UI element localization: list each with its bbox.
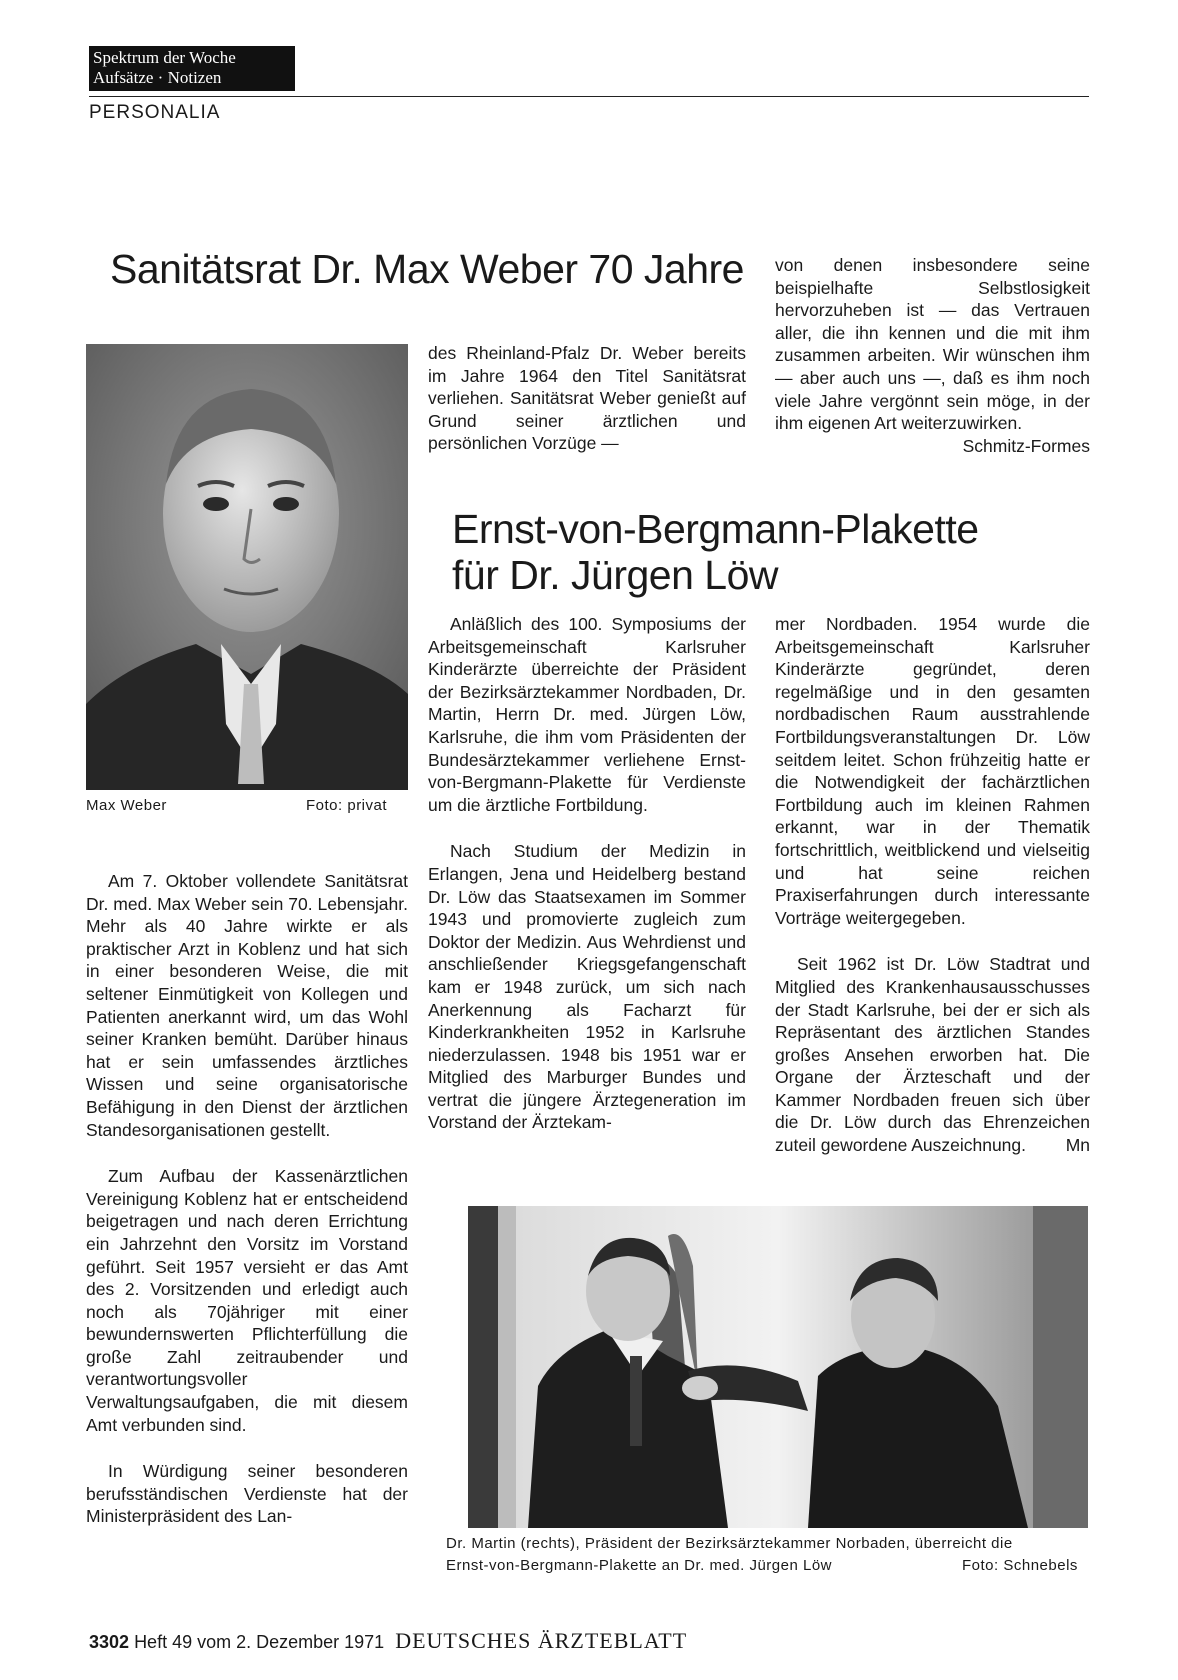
article2-paragraph-3: mer Nordbaden. 1954 wurde die Arbeitsgemeinschaft Karlsruher Kinderärzte gegründet, deren regelmäßige und in den gesamten nordbadischen Raum ausstrahlende Fortbildungsveranstaltungen Dr. Löw seitdem leitet. Schon frühzeitig hatte er die Notwendigkeit der fachärztlichen Fortbildung auch im kleinen Rahmen erkannt, war in der Thematik fortschrittlich, weitblickend und vielseitig und hat seine reichen Praxiserfahrungen durch interessante Vorträge weitergegeben. [775,614,1090,928]
article2-middle-column [428,613,746,1134]
article2-right-column [775,613,1090,1157]
section-tag-line2: Aufsätze · Notizen [93,68,222,87]
article1-continuation: des Rheinland-Pfalz Dr. Weber bereits im Jahre 1964 den Titel Sanitätsrat verliehen. Sanitätsrat Weber genießt auf Grund seiner ärztlichen und persönlichen Vorzüge — [428,343,746,454]
article2-paragraph-1: Anläßlich des 100. Symposiums der Arbeitsgemeinschaft Karlsruher Kinderärzte überreichte der Präsident der Bezirksärztekammer Nordbaden, Dr. Martin, Herrn Dr. med. Jürgen Löw, Karlsruhe, die ihm vom Präsidenten der Bundesärztekammer verliehene Ernst-von-Bergmann-Plakette für Verdienste um die ärztliche Fortbildung. [428,614,746,815]
article2-title-line1: Ernst-von-Bergmann-Plakette [452,506,979,552]
award-image [468,1206,1088,1528]
page-footer [89,1628,687,1654]
article1-left-column [86,870,408,1528]
award-photo-credit: Foto: Schnebels [962,1557,1078,1574]
article1-right-column [775,254,1090,457]
magazine-name: DEUTSCHES ÄRZTEBLATT [395,1628,688,1653]
article2-paragraph-4-wrap [775,953,1090,1156]
award-caption-line2: Ernst-von-Bergmann-Plakette an Dr. med. Jürgen Löw [446,1557,833,1574]
article1-paragraph-1: Am 7. Oktober vollendete Sanitätsrat Dr. med. Max Weber sein 70. Lebensjahr. Mehr als 40 Jahre wirkte er als praktischer Arzt in Koblenz und hat sich in einer besonderen Weise, die mit seltener Einmütigkeit von Kollegen und Patienten anerkannt wird, um das Wohl seiner Kranken bemüht. Darüber hinaus hat er sein umfassendes ärztliches Wissen und seine organisatorische Befähigung in den Dienst der ärztlichen Standesorganisationen gestellt. [86,871,408,1140]
header-rule [89,96,1089,97]
article1-middle-column [428,342,746,455]
portrait-image [86,344,408,790]
section-tag [89,46,295,91]
article2-paragraph-4: Seit 1962 ist Dr. Löw Stadtrat und Mitglied des Krankenhausausschusses der Stadt Karlsruhe, bei der er sich als Repräsentant des ärztlichen Standes großes Ansehen erworben hat. Die Organe der Ärzteschaft und der Kammer Nordbaden freuen sich über die Dr. Löw durch das Ehrenzeichen zuteil gewordene Auszeichnung. [775,954,1090,1156]
article1-right-paragraph: von denen insbesondere seine beispielhafte Selbstlosigkeit hervorzuheben ist — das Vertrauen aller, die ihn kennen und die mit ihm zusammen arbeiten. Wir wünschen ihm — aber auch uns —, daß es ihm noch viele Jahre vergönnt sein möge, in der ihm eigenen Art weiterzuwirken. [775,255,1090,434]
article1-signature: Schmitz-Formes [962,435,1090,456]
award-photo [468,1206,1088,1528]
portrait-photo [86,344,408,790]
issue-info: Heft 49 vom 2. Dezember 1971 [134,1632,385,1652]
article1-title: Sanitätsrat Dr. Max Weber 70 Jahre [110,246,744,292]
page-number: 3302 [89,1632,130,1652]
section-title: PERSONALIA [89,102,221,123]
article2-title-line2: für Dr. Jürgen Löw [452,552,778,598]
portrait-credit: Foto: privat [306,797,388,814]
article2-paragraph-2: Nach Studium der Medizin in Erlangen, Jena und Heidelberg bestand Dr. Löw das Staatsexamen im Sommer 1943 und promovierte zugleich zum Doktor der Medizin. Aus Wehrdienst und anschließender Kriegsgefangenschaft kam er 1948 zurück, um sich nach Anerkennung als Facharzt für Kinderkrankheiten 1952 in Karlsruhe niederzulassen. 1948 bis 1951 war er Mitglied des Marburger Bundes und vertrat die jüngere Ärztegeneration im Vorstand der Ärztekam- [428,841,746,1133]
article1-right-text [775,254,1090,456]
article1-paragraph-3: In Würdigung seiner besonderen berufsständischen Verdienste hat der Ministerpräsident des Lan- [86,1461,408,1527]
portrait-caption: Max Weber [86,797,167,814]
article2-signature: Mn [1065,1135,1090,1156]
section-tag-line1: Spektrum der Woche [93,48,236,67]
article1-paragraph-2: Zum Aufbau der Kassenärztlichen Vereinigung Koblenz hat er entscheidend beigetragen und nach deren Errichtung ein Jahrzehnt den Vorsitz im Vorstand geführt. Seit 1957 versieht er das Amt des 2. Vorsitzenden und erledigt auch noch als 70jähriger mit einer bewundernswerten Pflichterfüllung die große Zahl zeitraubender und verantwortungsvoller Verwaltungsaufgaben, die mit diesem Amt verbunden sind. [86,1166,408,1435]
award-caption-line1: Dr. Martin (rechts), Präsident der Bezirksärztekammer Norbaden, überreicht die [446,1535,1013,1552]
